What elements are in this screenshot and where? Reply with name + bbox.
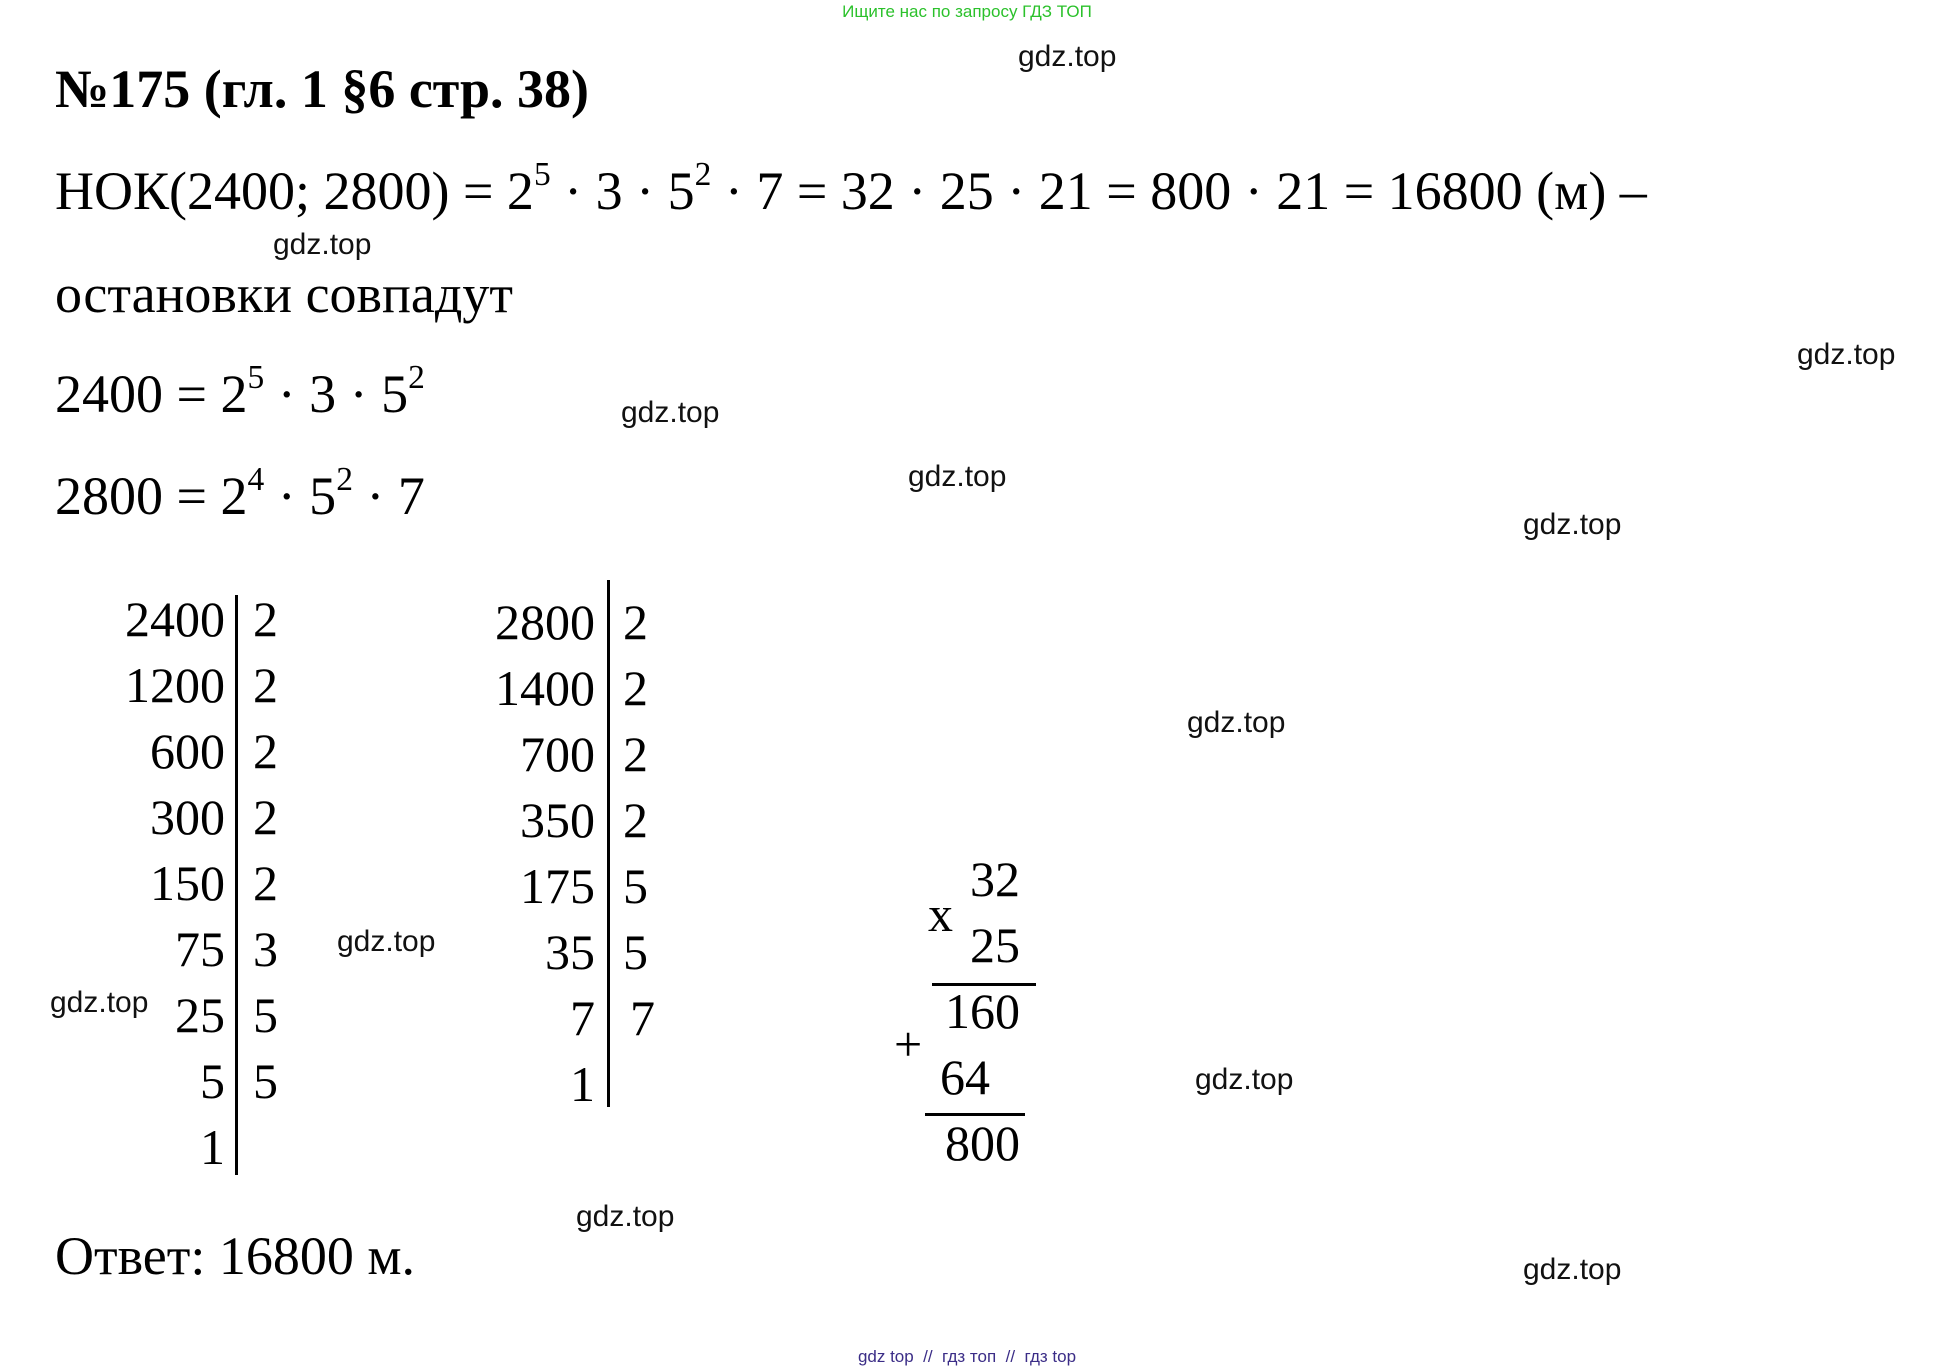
table-number: 1 — [200, 1119, 225, 1175]
table-divisor: 5 — [253, 1053, 278, 1109]
answer: Ответ: 16800 м. — [55, 1226, 416, 1286]
table-number: 600 — [150, 723, 225, 779]
table-divisor: 5 — [623, 858, 648, 914]
table-divisor: 5 — [623, 924, 648, 980]
table-number: 75 — [175, 921, 225, 977]
plus-sign: + — [894, 1016, 923, 1072]
division-bar — [235, 595, 238, 1175]
table-number: 5 — [200, 1053, 225, 1109]
times-sign: x — [928, 886, 953, 942]
table-number: 25 — [175, 987, 225, 1043]
multiplicand: 32 — [970, 851, 1020, 907]
watermark: gdz.top — [1018, 40, 1117, 73]
multiplier: 25 — [970, 917, 1020, 973]
table-number: 2800 — [495, 594, 595, 650]
table-number: 7 — [570, 990, 595, 1046]
top-banner: Ищите нас по запросу ГДЗ ТОП — [842, 2, 1092, 21]
table-number: 300 — [150, 789, 225, 845]
table-divisor: 3 — [253, 921, 278, 977]
f2400-mid: · 3 · 5 — [264, 364, 409, 424]
f2400-prefix: 2400 = 2 — [55, 364, 248, 424]
division-table-2800 — [445, 590, 675, 1130]
lcm-exp-1: 5 — [533, 155, 551, 193]
footer: gdz top // гдз топ // гдз top — [857, 1347, 1077, 1366]
column-multiplication — [880, 850, 1050, 1180]
watermark: gdz.top — [273, 228, 372, 261]
watermark: gdz.top — [576, 1200, 675, 1233]
lcm-conclusion: остановки совпадут — [55, 264, 513, 324]
table-number: 700 — [520, 726, 595, 782]
f2800-exp-1: 4 — [247, 460, 265, 498]
watermark: gdz.top — [1195, 1063, 1294, 1096]
table-number: 1200 — [125, 657, 225, 713]
watermark: gdz.top — [1523, 1253, 1622, 1286]
table-number: 2400 — [125, 591, 225, 647]
table-number: 1 — [570, 1056, 595, 1112]
f2800-prefix: 2800 = 2 — [55, 466, 248, 526]
lcm-mid: · 3 · 5 — [550, 161, 695, 221]
watermark: gdz.top — [50, 986, 149, 1019]
watermark: gdz.top — [621, 396, 720, 429]
factorization-2400 — [55, 358, 425, 425]
lcm-exp-2: 2 — [694, 155, 712, 193]
table-divisor: 2 — [623, 726, 648, 782]
watermark: gdz.top — [337, 925, 436, 958]
table-divisor: 2 — [623, 792, 648, 848]
table-number: 1400 — [495, 660, 595, 716]
factorization-2800 — [55, 460, 425, 527]
product-result: 800 — [945, 1115, 1020, 1171]
table-divisor: 2 — [253, 723, 278, 779]
lcm-equation — [55, 155, 1647, 222]
table-divisor: 2 — [253, 657, 278, 713]
table-divisor: 2 — [623, 594, 648, 650]
table-number: 35 — [545, 924, 595, 980]
lcm-prefix: НОК(2400; 2800) = 2 — [55, 161, 534, 221]
table-divisor: 2 — [253, 789, 278, 845]
partial-product-1: 160 — [945, 983, 1020, 1039]
page-title: №175 (гл. 1 §6 стр. 38) — [55, 59, 589, 119]
table-divisor: 7 — [630, 990, 655, 1046]
table-divisor: 5 — [253, 987, 278, 1043]
lcm-suffix: · 7 = 32 · 25 · 21 = 800 · 21 = 16800 (м) – — [711, 161, 1647, 221]
f2800-exp-2: 2 — [336, 460, 353, 498]
f2400-exp-1: 5 — [247, 358, 265, 396]
f2400-exp-2: 2 — [408, 358, 425, 396]
division-table-2400 — [75, 590, 305, 1190]
f2800-suffix: · 7 — [352, 466, 425, 526]
f2800-mid: · 5 — [264, 466, 337, 526]
partial-product-2: 64 — [940, 1049, 990, 1105]
table-number: 350 — [520, 792, 595, 848]
table-divisor: 2 — [623, 660, 648, 716]
watermark: gdz.top — [1187, 706, 1286, 739]
watermark: gdz.top — [1797, 338, 1896, 371]
table-number: 150 — [150, 855, 225, 911]
table-number: 175 — [520, 858, 595, 914]
table-divisor: 2 — [253, 591, 278, 647]
division-bar — [607, 580, 610, 1107]
watermark: gdz.top — [908, 460, 1007, 493]
watermark: gdz.top — [1523, 508, 1622, 541]
table-divisor: 2 — [253, 855, 278, 911]
